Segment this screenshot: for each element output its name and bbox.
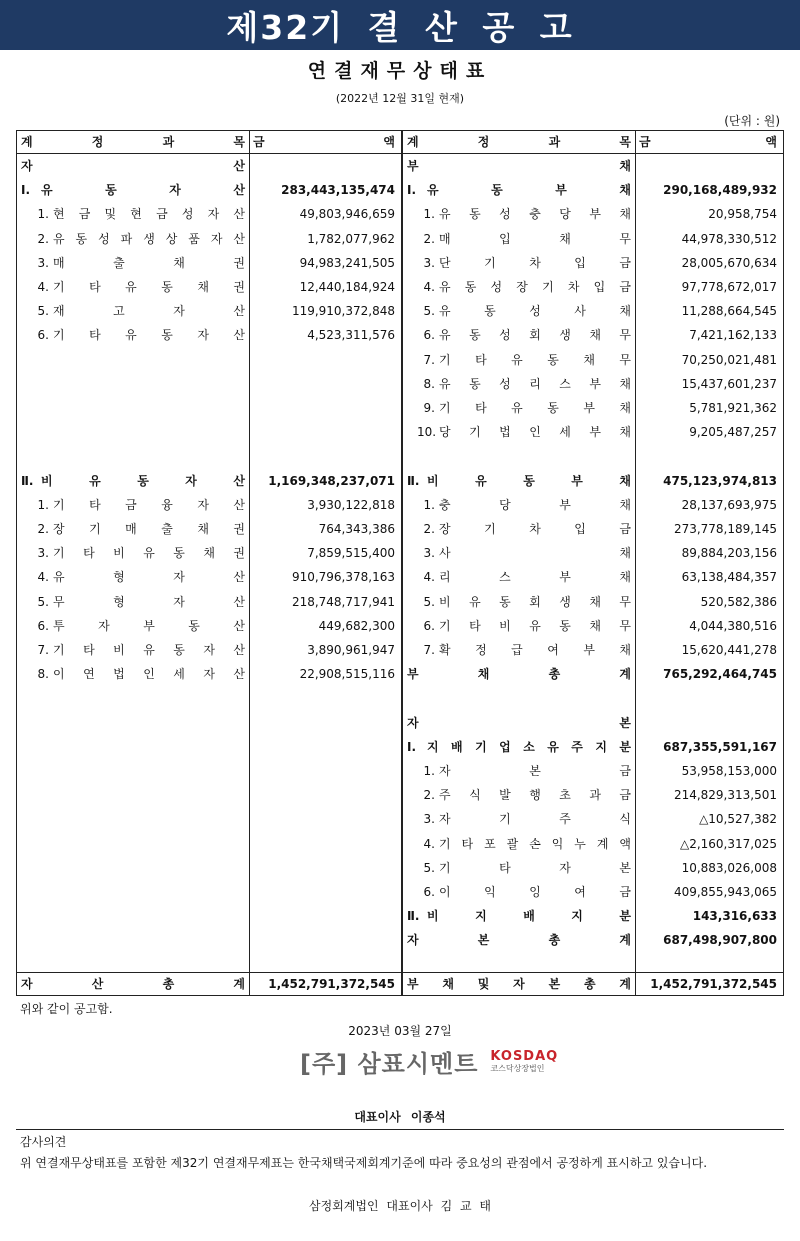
account-label: 당 기 법 인 세 부 채 bbox=[439, 425, 631, 439]
account-name bbox=[31, 253, 245, 273]
amount-value: 20,958,754 bbox=[708, 207, 777, 221]
amount-value: 3,930,122,818 bbox=[307, 498, 395, 512]
account-name bbox=[31, 277, 245, 297]
account-name bbox=[31, 519, 245, 539]
account-label: 충 당 부 채 bbox=[439, 498, 631, 512]
kosdaq-logo-subtext: 코스닥상장법인 bbox=[490, 1063, 545, 1073]
roman-numeral: Ⅰ. bbox=[21, 183, 31, 197]
item-row bbox=[17, 664, 401, 684]
item-number: 2. bbox=[423, 522, 435, 536]
item-number: 2. bbox=[37, 232, 49, 246]
account-name bbox=[407, 906, 631, 926]
amount-value: 63,138,484,357 bbox=[681, 570, 777, 584]
account-name bbox=[417, 277, 631, 297]
account-label: 기 타 포 괄 손 익 누 계 액 bbox=[439, 837, 631, 851]
amount-value: 765,292,464,745 bbox=[663, 667, 777, 681]
item-row bbox=[403, 398, 783, 418]
amount-value: 475,123,974,813 bbox=[663, 474, 777, 488]
account-label: 재 고 자 산 bbox=[53, 304, 245, 318]
account-label: 기 타 유 동 채 권 bbox=[53, 280, 245, 294]
account-label: 유 형 자 산 bbox=[53, 570, 245, 584]
item-row bbox=[403, 325, 783, 345]
item-row bbox=[17, 253, 401, 273]
account-label: 이 연 법 인 세 자 산 bbox=[53, 667, 245, 681]
amount-value: 1,169,348,237,071 bbox=[268, 474, 395, 488]
item-number: 3. bbox=[423, 812, 435, 826]
item-row bbox=[403, 858, 783, 878]
item-number: 6. bbox=[37, 328, 49, 342]
account-label: 투 자 부 동 산 bbox=[53, 619, 245, 633]
account-name bbox=[417, 567, 631, 587]
roman-numeral: Ⅱ. bbox=[21, 474, 34, 488]
announcement-banner bbox=[0, 0, 800, 50]
account-name bbox=[407, 471, 631, 491]
item-number: 3. bbox=[423, 546, 435, 560]
account-name bbox=[31, 567, 245, 587]
account-label: 장 기 차 입 금 bbox=[439, 522, 631, 536]
account-name bbox=[417, 543, 631, 563]
account-name bbox=[31, 616, 245, 636]
item-row bbox=[403, 495, 783, 515]
account-label: 매 입 채 무 bbox=[439, 232, 631, 246]
account-name bbox=[417, 495, 631, 515]
account-name bbox=[31, 495, 245, 515]
account-name bbox=[417, 761, 631, 781]
amount-value: 97,778,672,017 bbox=[681, 280, 777, 294]
account-label: 비 유 동 자 산 bbox=[41, 474, 245, 488]
amount-value: △10,527,382 bbox=[699, 812, 777, 826]
amount-value: 143,316,633 bbox=[692, 909, 777, 923]
account-name bbox=[417, 325, 631, 345]
account-name bbox=[417, 882, 631, 902]
account-label: 유 동 부 채 bbox=[427, 183, 631, 197]
amount-value: 1,452,791,372,545 bbox=[268, 977, 395, 991]
total-divider bbox=[17, 972, 401, 973]
announcement-note: 위와 같이 공고함. bbox=[20, 1002, 113, 1016]
item-row bbox=[403, 229, 783, 249]
item-number: 2. bbox=[37, 522, 49, 536]
total-row bbox=[403, 974, 783, 994]
roman-numeral: Ⅰ. bbox=[407, 183, 417, 197]
item-number: 8. bbox=[37, 667, 49, 681]
liabilities-equity-table bbox=[402, 130, 784, 996]
amount-value: 4,523,311,576 bbox=[307, 328, 395, 342]
item-number: 6. bbox=[37, 619, 49, 633]
amount-value: 9,205,487,257 bbox=[689, 425, 777, 439]
reporting-date: (2022년 12월 31일 현재) bbox=[335, 92, 465, 105]
account-label: 비 유 동 회 생 채 무 bbox=[439, 595, 631, 609]
item-row bbox=[17, 616, 401, 636]
amount-value: 22,908,515,116 bbox=[299, 667, 395, 681]
equity-total-row bbox=[403, 930, 783, 950]
item-row bbox=[403, 809, 783, 829]
liabilities-total-row bbox=[403, 664, 783, 684]
account-name bbox=[417, 834, 631, 854]
account-label: 기 타 비 유 동 채 권 bbox=[53, 546, 245, 560]
account-name bbox=[407, 156, 631, 176]
amount-value: 28,137,693,975 bbox=[681, 498, 777, 512]
item-row bbox=[17, 543, 401, 563]
account-label: 매 출 채 권 bbox=[53, 256, 245, 270]
account-name bbox=[31, 592, 245, 612]
account-label: 유 동 자 산 bbox=[41, 183, 245, 197]
account-label: 확 정 급 여 부 채 bbox=[439, 643, 631, 657]
header-divider bbox=[403, 153, 783, 154]
item-number: 5. bbox=[423, 595, 435, 609]
item-row bbox=[403, 301, 783, 321]
account-name bbox=[417, 398, 631, 418]
header-amount bbox=[639, 132, 777, 152]
account-label: 유 동 성 파 생 상 품 자 산 bbox=[53, 232, 245, 246]
table-header bbox=[17, 132, 401, 152]
item-row bbox=[17, 495, 401, 515]
item-row bbox=[403, 882, 783, 902]
account-name bbox=[31, 640, 245, 660]
account-label: 지 배 기 업 소 유 주 지 분 bbox=[427, 740, 631, 754]
amount-value: 214,829,313,501 bbox=[673, 788, 777, 802]
item-number: 8. bbox=[423, 377, 435, 391]
account-label: 기 타 자 본 bbox=[439, 861, 631, 875]
amount-value: 53,958,153,000 bbox=[681, 764, 777, 778]
header-amount bbox=[253, 132, 395, 152]
account-label: 사 채 bbox=[439, 546, 631, 560]
group-row bbox=[17, 471, 401, 491]
amount-value: 3,890,961,947 bbox=[307, 643, 395, 657]
item-row bbox=[403, 350, 783, 370]
item-number: 5. bbox=[37, 595, 49, 609]
account-label: 유 동 성 리 스 부 채 bbox=[439, 377, 631, 391]
amount-value: △2,160,317,025 bbox=[679, 837, 777, 851]
amount-value: 49,803,946,659 bbox=[299, 207, 395, 221]
group-row bbox=[403, 180, 783, 200]
audit-opinion-heading: 감사의견 bbox=[20, 1135, 67, 1149]
amount-value: 15,620,441,278 bbox=[681, 643, 777, 657]
company-logo-text: [주] 삼표시멘트 bbox=[300, 1049, 479, 1078]
total-divider bbox=[403, 972, 783, 973]
account-label: 자 본 금 bbox=[439, 764, 631, 778]
divider bbox=[16, 1129, 784, 1130]
account-label: 부 채 bbox=[407, 159, 631, 173]
amount-value: 520,582,386 bbox=[700, 595, 777, 609]
amount-value: 409,855,943,065 bbox=[673, 885, 777, 899]
account-name bbox=[407, 974, 631, 994]
amount-value: 1,452,791,372,545 bbox=[650, 977, 777, 991]
amount-value: 290,168,489,932 bbox=[663, 183, 777, 197]
item-row bbox=[403, 785, 783, 805]
account-label: 유 동 성 사 채 bbox=[439, 304, 631, 318]
assets-table bbox=[16, 130, 402, 996]
account-label: 자 산 총 계 bbox=[21, 977, 245, 991]
account-label: 부 채 총 계 bbox=[407, 667, 631, 681]
account-name bbox=[31, 301, 245, 321]
item-row bbox=[17, 301, 401, 321]
account-name bbox=[407, 737, 631, 757]
account-name bbox=[407, 713, 631, 733]
amount-value: 119,910,372,848 bbox=[291, 304, 395, 318]
roman-numeral: Ⅱ. bbox=[407, 474, 420, 488]
account-name bbox=[417, 809, 631, 829]
amount-value: 70,250,021,481 bbox=[681, 353, 777, 367]
account-label: 이 익 잉 여 금 bbox=[439, 885, 631, 899]
amount-value: 15,437,601,237 bbox=[681, 377, 777, 391]
item-number: 3. bbox=[423, 256, 435, 270]
item-row bbox=[403, 519, 783, 539]
amount-value: 283,443,135,474 bbox=[281, 183, 395, 197]
account-name bbox=[417, 640, 631, 660]
item-number: 2. bbox=[423, 788, 435, 802]
account-label: 무 형 자 산 bbox=[53, 595, 245, 609]
item-row bbox=[17, 229, 401, 249]
item-number: 4. bbox=[37, 570, 49, 584]
kosdaq-logo bbox=[490, 1050, 558, 1073]
auditor-signature: 삼정회계법인 대표이사 김 교 태 bbox=[309, 1199, 491, 1213]
account-label: 리 스 부 채 bbox=[439, 570, 631, 584]
amount-value: 764,343,386 bbox=[318, 522, 395, 536]
header-account-label: 계 정 과 목 bbox=[407, 135, 631, 149]
item-row bbox=[403, 253, 783, 273]
account-name bbox=[417, 204, 631, 224]
account-label: 자 산 bbox=[21, 159, 245, 173]
account-label: 단 기 차 입 금 bbox=[439, 256, 631, 270]
item-number: 4. bbox=[423, 570, 435, 584]
header-account-label: 계 정 과 목 bbox=[21, 135, 245, 149]
account-name bbox=[417, 253, 631, 273]
item-row bbox=[403, 640, 783, 660]
item-number: 9. bbox=[423, 401, 435, 415]
account-label: 유 동 성 충 당 부 채 bbox=[439, 207, 631, 221]
account-name bbox=[417, 301, 631, 321]
company-logo bbox=[300, 1044, 570, 1078]
account-label: 장 기 매 출 채 권 bbox=[53, 522, 245, 536]
account-label: 자 본 bbox=[407, 716, 631, 730]
account-name bbox=[417, 229, 631, 249]
banner-title: 제32기 결 산 공 고 bbox=[226, 7, 574, 47]
item-row bbox=[403, 592, 783, 612]
roman-numeral: Ⅱ. bbox=[407, 909, 420, 923]
amount-value: 44,978,330,512 bbox=[681, 232, 777, 246]
account-name bbox=[417, 785, 631, 805]
account-name bbox=[417, 616, 631, 636]
account-label: 기 타 비 유 동 채 무 bbox=[439, 619, 631, 633]
kosdaq-logo-text: KOSDAQ bbox=[490, 1048, 559, 1064]
account-name bbox=[417, 350, 631, 370]
item-row bbox=[403, 277, 783, 297]
account-name bbox=[407, 930, 631, 950]
amount-value: 89,884,203,156 bbox=[681, 546, 777, 560]
item-number: 3. bbox=[37, 546, 49, 560]
account-label: 기 타 금 융 자 산 bbox=[53, 498, 245, 512]
amount-value: 1,782,077,962 bbox=[307, 232, 395, 246]
account-label: 기 타 비 유 동 자 산 bbox=[53, 643, 245, 657]
item-row bbox=[403, 374, 783, 394]
account-label: 현 금 및 현 금 성 자 산 bbox=[53, 207, 245, 221]
account-name bbox=[31, 325, 245, 345]
item-number: 1. bbox=[423, 498, 435, 512]
roman-numeral: Ⅰ. bbox=[407, 740, 417, 754]
amount-value: 10,883,026,008 bbox=[681, 861, 777, 875]
header-amount-label: 금 액 bbox=[639, 135, 777, 149]
table-header bbox=[403, 132, 783, 152]
account-name bbox=[417, 374, 631, 394]
item-number: 4. bbox=[423, 280, 435, 294]
amount-value: 11,288,664,545 bbox=[681, 304, 777, 318]
item-number: 2. bbox=[423, 232, 435, 246]
account-label: 자 기 주 식 bbox=[439, 812, 631, 826]
account-name bbox=[31, 543, 245, 563]
account-label: 비 유 동 부 채 bbox=[427, 474, 631, 488]
item-number: 6. bbox=[423, 619, 435, 633]
amount-value: 7,859,515,400 bbox=[307, 546, 395, 560]
amount-value: 7,421,162,133 bbox=[689, 328, 777, 342]
item-row bbox=[403, 204, 783, 224]
account-name bbox=[21, 471, 245, 491]
amount-value: 687,355,591,167 bbox=[663, 740, 777, 754]
account-name bbox=[407, 180, 631, 200]
account-name bbox=[21, 156, 245, 176]
account-name bbox=[407, 664, 631, 684]
item-number: 6. bbox=[423, 328, 435, 342]
amount-value: 910,796,378,163 bbox=[291, 570, 395, 584]
item-number: 5. bbox=[37, 304, 49, 318]
account-label: 부 채 및 자 본 총 계 bbox=[407, 977, 631, 991]
item-row bbox=[17, 204, 401, 224]
header-amount-label: 금 액 bbox=[253, 135, 395, 149]
amount-value: 687,498,907,800 bbox=[663, 933, 777, 947]
item-row bbox=[403, 834, 783, 854]
ceo-signature: 대표이사 이종석 bbox=[354, 1110, 446, 1124]
item-row bbox=[17, 519, 401, 539]
item-number: 1. bbox=[37, 498, 49, 512]
account-label: 주 식 발 행 초 과 금 bbox=[439, 788, 631, 802]
account-label: 자 본 총 계 bbox=[407, 933, 631, 947]
header-account bbox=[407, 132, 631, 152]
item-row bbox=[403, 567, 783, 587]
account-label: 기 타 유 동 채 무 bbox=[439, 353, 631, 367]
group-row bbox=[403, 737, 783, 757]
item-row bbox=[17, 640, 401, 660]
account-name bbox=[31, 229, 245, 249]
item-row bbox=[17, 592, 401, 612]
account-name bbox=[417, 422, 631, 442]
group-row bbox=[403, 471, 783, 491]
account-name bbox=[31, 204, 245, 224]
account-name bbox=[417, 858, 631, 878]
header-divider bbox=[17, 153, 401, 154]
account-name bbox=[31, 664, 245, 684]
account-label: 유 동 성 회 생 채 무 bbox=[439, 328, 631, 342]
account-name bbox=[417, 592, 631, 612]
item-row bbox=[17, 325, 401, 345]
account-name bbox=[21, 974, 245, 994]
amount-value: 94,983,241,505 bbox=[299, 256, 395, 270]
section-row bbox=[403, 713, 783, 733]
item-row bbox=[403, 543, 783, 563]
statement-title: 연결재무상태표 bbox=[307, 60, 493, 82]
amount-value: 12,440,184,924 bbox=[299, 280, 395, 294]
section-row bbox=[403, 156, 783, 176]
group-row bbox=[403, 906, 783, 926]
announcement-date: 2023년 03월 27일 bbox=[348, 1024, 452, 1038]
item-number: 5. bbox=[423, 861, 435, 875]
item-number: 7. bbox=[423, 643, 435, 657]
account-label: 유 동 성 장 기 차 입 금 bbox=[439, 280, 631, 294]
account-name bbox=[417, 519, 631, 539]
item-number: 10. bbox=[417, 425, 437, 439]
amount-value: 449,682,300 bbox=[318, 619, 395, 633]
account-label: 기 타 유 동 자 산 bbox=[53, 328, 245, 342]
item-row bbox=[17, 277, 401, 297]
total-row bbox=[17, 974, 401, 994]
item-number: 6. bbox=[423, 885, 435, 899]
account-name bbox=[21, 180, 245, 200]
account-label: 비 지 배 지 분 bbox=[427, 909, 631, 923]
item-number: 1. bbox=[37, 207, 49, 221]
item-number: 4. bbox=[37, 280, 49, 294]
unit-label: (단위 : 원) bbox=[724, 114, 780, 128]
item-number: 7. bbox=[423, 353, 435, 367]
item-row bbox=[403, 422, 783, 442]
item-row bbox=[17, 567, 401, 587]
audit-opinion-text: 위 연결재무상태표를 포함한 제32기 연결재무제표는 한국채택국제회계기준에 따라 중요성의 관점에서 공정하게 표시하고 있습니다. bbox=[20, 1156, 708, 1170]
amount-value: 218,748,717,941 bbox=[291, 595, 395, 609]
header-account bbox=[21, 132, 245, 152]
amount-value: 4,044,380,516 bbox=[689, 619, 777, 633]
item-number: 4. bbox=[423, 837, 435, 851]
amount-value: 28,005,670,634 bbox=[681, 256, 777, 270]
account-label: 기 타 유 동 부 채 bbox=[439, 401, 631, 415]
item-number: 5. bbox=[423, 304, 435, 318]
item-number: 1. bbox=[423, 764, 435, 778]
amount-value: 273,778,189,145 bbox=[673, 522, 777, 536]
item-number: 1. bbox=[423, 207, 435, 221]
item-row bbox=[403, 761, 783, 781]
item-row bbox=[403, 616, 783, 636]
amount-value: 5,781,921,362 bbox=[689, 401, 777, 415]
group-row bbox=[17, 180, 401, 200]
item-number: 7. bbox=[37, 643, 49, 657]
section-row bbox=[17, 156, 401, 176]
item-number: 3. bbox=[37, 256, 49, 270]
